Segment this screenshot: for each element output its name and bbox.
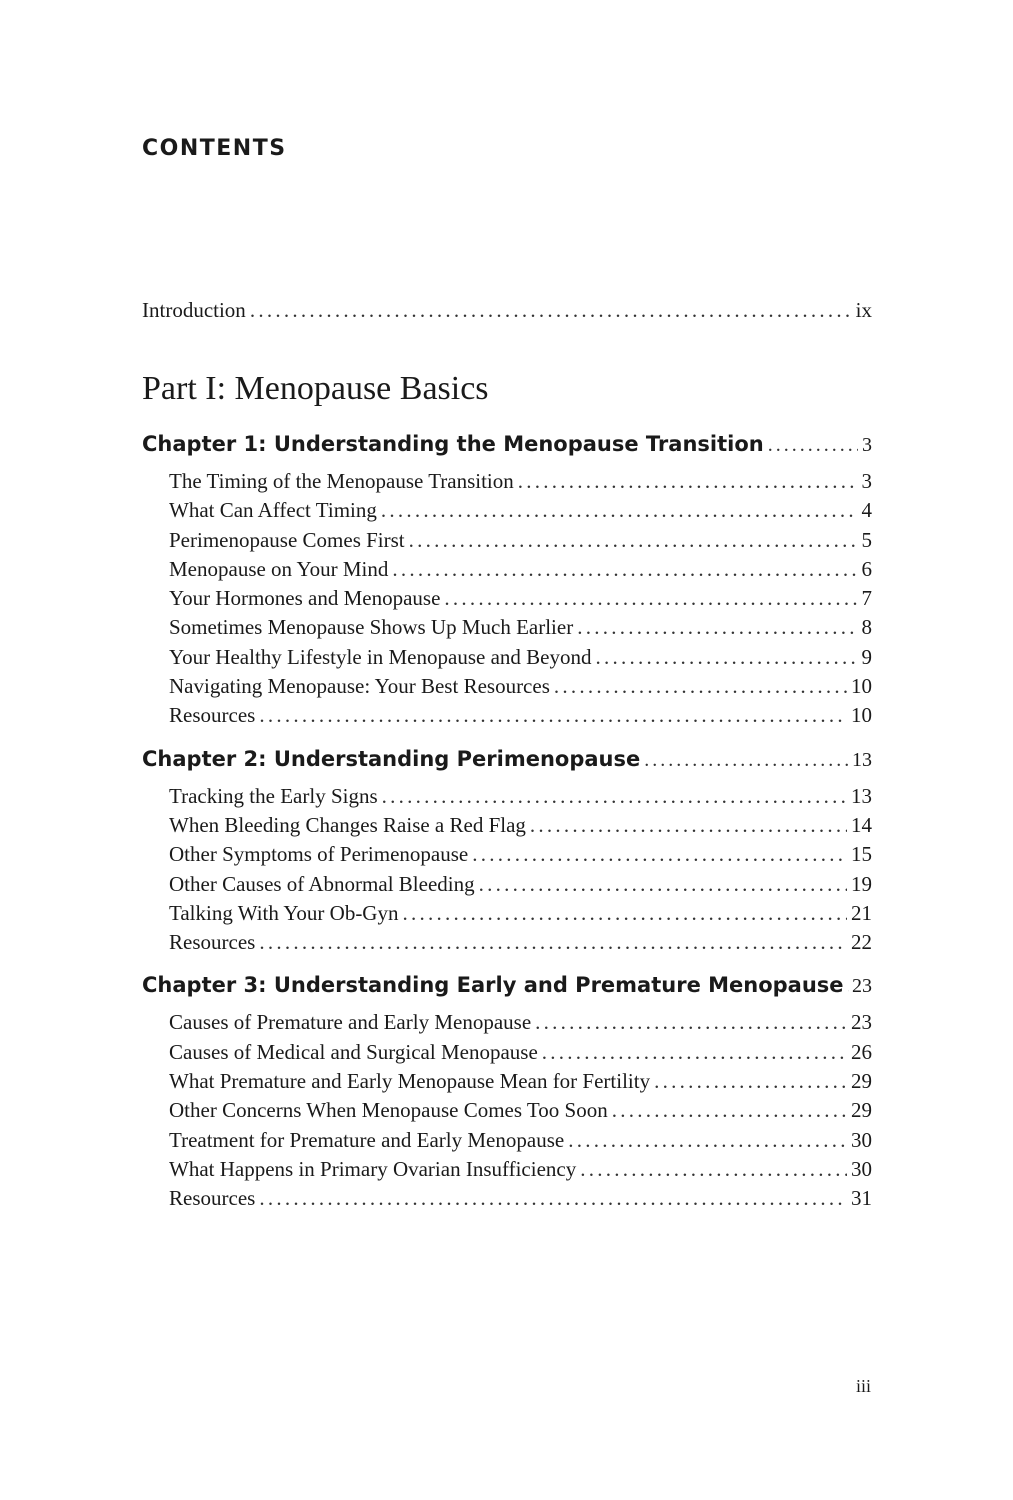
section-title: Causes of Premature and Early Menopause <box>169 1010 532 1035</box>
section-title: What Can Affect Timing <box>169 498 377 523</box>
section-page-number: 7 <box>861 586 872 611</box>
section-title: Tracking the Early Signs <box>169 783 378 808</box>
dot-leader <box>259 930 847 955</box>
section-title: Causes of Medical and Surgical Menopause <box>169 1039 538 1064</box>
dot-leader <box>612 1098 847 1123</box>
section-page-number: 30 <box>851 1127 872 1152</box>
dot-leader <box>250 298 852 323</box>
chapter-page-number: 3 <box>862 434 872 456</box>
dot-leader <box>580 1157 847 1182</box>
chapter-page-number: 23 <box>852 975 872 998</box>
chapter-page-number: 13 <box>852 748 872 771</box>
section-page-number: 5 <box>861 527 872 552</box>
toc-chapter-2[interactable] <box>142 747 872 780</box>
table-of-contents <box>142 298 872 1230</box>
section-title: What Happens in Primary Ovarian Insufficiency <box>169 1156 577 1181</box>
toc-section-entry[interactable] <box>169 674 872 703</box>
chapter-list <box>142 432 872 1216</box>
section-title: Treatment for Premature and Early Menopause <box>169 1127 565 1152</box>
dot-leader <box>479 872 847 897</box>
section-title: Talking With Your Ob-Gyn <box>169 900 399 925</box>
section-title: Other Symptoms of Perimenopause <box>169 842 469 867</box>
section-page-number: 22 <box>851 930 872 955</box>
toc-section-entry[interactable] <box>169 615 872 644</box>
toc-section-entry[interactable] <box>169 930 872 959</box>
dot-leader <box>542 1040 847 1065</box>
section-page-number: 3 <box>861 469 872 493</box>
section-title: The Timing of the Menopause Transition <box>169 469 514 493</box>
contents-heading: CONTENTS <box>142 136 287 161</box>
toc-section-entry[interactable] <box>169 1069 872 1098</box>
section-page-number: 29 <box>851 1069 872 1094</box>
section-list <box>169 1010 872 1215</box>
section-title: Other Causes of Abnormal Bleeding <box>169 871 475 896</box>
section-page-number: 21 <box>851 900 872 925</box>
section-page-number: 26 <box>851 1039 872 1064</box>
section-page-number: 19 <box>851 871 872 896</box>
dot-leader <box>402 901 847 926</box>
section-title: Your Healthy Lifestyle in Menopause and Beyond <box>169 644 592 669</box>
section-page-number: 13 <box>851 783 872 808</box>
dot-leader <box>382 784 847 809</box>
section-title: Resources <box>169 1186 256 1211</box>
toc-section-entry[interactable] <box>169 1128 872 1157</box>
chapter-title: Chapter 1: Understanding the Menopause Transition <box>142 432 764 456</box>
section-title: Other Concerns When Menopause Comes Too Soon <box>169 1098 608 1123</box>
chapter-title: Chapter 3: Understanding Early and Premature Menopause <box>142 973 844 998</box>
toc-section-entry[interactable] <box>169 842 872 871</box>
toc-section-entry[interactable] <box>169 1157 872 1186</box>
dot-leader <box>518 469 858 494</box>
section-page-number: 9 <box>861 644 872 669</box>
toc-section-entry[interactable] <box>169 1010 872 1039</box>
dot-leader <box>392 557 857 582</box>
page-folio: iii <box>856 1376 872 1396</box>
dot-leader <box>381 498 858 523</box>
toc-section-entry[interactable] <box>169 901 872 930</box>
dot-leader <box>530 813 847 838</box>
section-list <box>169 469 872 733</box>
section-page-number: 6 <box>861 556 872 581</box>
section-title: When Bleeding Changes Raise a Red Flag <box>169 812 526 837</box>
toc-section-entry[interactable] <box>169 586 872 615</box>
dot-leader <box>259 1186 847 1211</box>
toc-section-entry[interactable] <box>169 1186 872 1215</box>
toc-section-entry[interactable] <box>169 1040 872 1069</box>
toc-section-entry[interactable] <box>169 703 872 732</box>
toc-section-entry[interactable] <box>169 498 872 527</box>
toc-section-entry[interactable] <box>169 557 872 586</box>
dot-leader <box>644 749 848 772</box>
dot-leader <box>577 615 857 640</box>
toc-section-entry[interactable] <box>169 528 872 557</box>
dot-leader <box>768 434 858 457</box>
toc-chapter-3[interactable] <box>142 973 872 1006</box>
section-page-number: 30 <box>851 1156 872 1181</box>
part-title: Part I: Menopause Basics <box>142 370 489 407</box>
section-page-number: 10 <box>851 703 872 728</box>
toc-section-entry[interactable] <box>169 645 872 674</box>
section-page-number: 10 <box>851 674 872 699</box>
section-title: Resources <box>169 930 256 955</box>
toc-section-entry[interactable] <box>169 1098 872 1127</box>
section-page-number: 23 <box>851 1010 872 1035</box>
section-title: Perimenopause Comes First <box>169 527 405 552</box>
section-page-number: 8 <box>861 615 872 640</box>
toc-section-entry[interactable] <box>169 813 872 842</box>
section-page-number: 31 <box>851 1186 872 1211</box>
section-title: Resources <box>169 703 256 728</box>
toc-section-entry[interactable] <box>169 784 872 813</box>
section-page-number: 4 <box>861 498 872 523</box>
section-page-number: 29 <box>851 1098 872 1123</box>
chapter-title: Chapter 2: Understanding Perimenopause <box>142 746 641 771</box>
section-title: Your Hormones and Menopause <box>169 586 441 611</box>
dot-leader <box>409 528 858 553</box>
section-title: Sometimes Menopause Shows Up Much Earlier <box>169 615 574 640</box>
dot-leader <box>259 703 847 728</box>
section-page-number: 15 <box>851 842 872 867</box>
toc-entry-introduction[interactable] <box>142 298 872 332</box>
dot-leader <box>568 1128 847 1153</box>
dot-leader <box>654 1069 847 1094</box>
entry-title: Introduction <box>142 298 246 322</box>
section-list <box>169 784 872 960</box>
section-title: What Premature and Early Menopause Mean for Fertility <box>169 1069 651 1094</box>
dot-leader <box>472 842 847 867</box>
section-title: Navigating Menopause: Your Best Resources <box>169 674 550 699</box>
dot-leader <box>535 1010 847 1035</box>
section-page-number: 14 <box>851 812 872 837</box>
entry-page-number: ix <box>855 298 872 322</box>
toc-section-entry[interactable] <box>169 469 872 498</box>
dot-leader <box>595 645 857 670</box>
dot-leader <box>444 586 857 611</box>
toc-chapter-1[interactable] <box>142 432 872 465</box>
section-title: Menopause on Your Mind <box>169 556 389 581</box>
toc-section-entry[interactable] <box>169 872 872 901</box>
dot-leader <box>554 674 847 699</box>
